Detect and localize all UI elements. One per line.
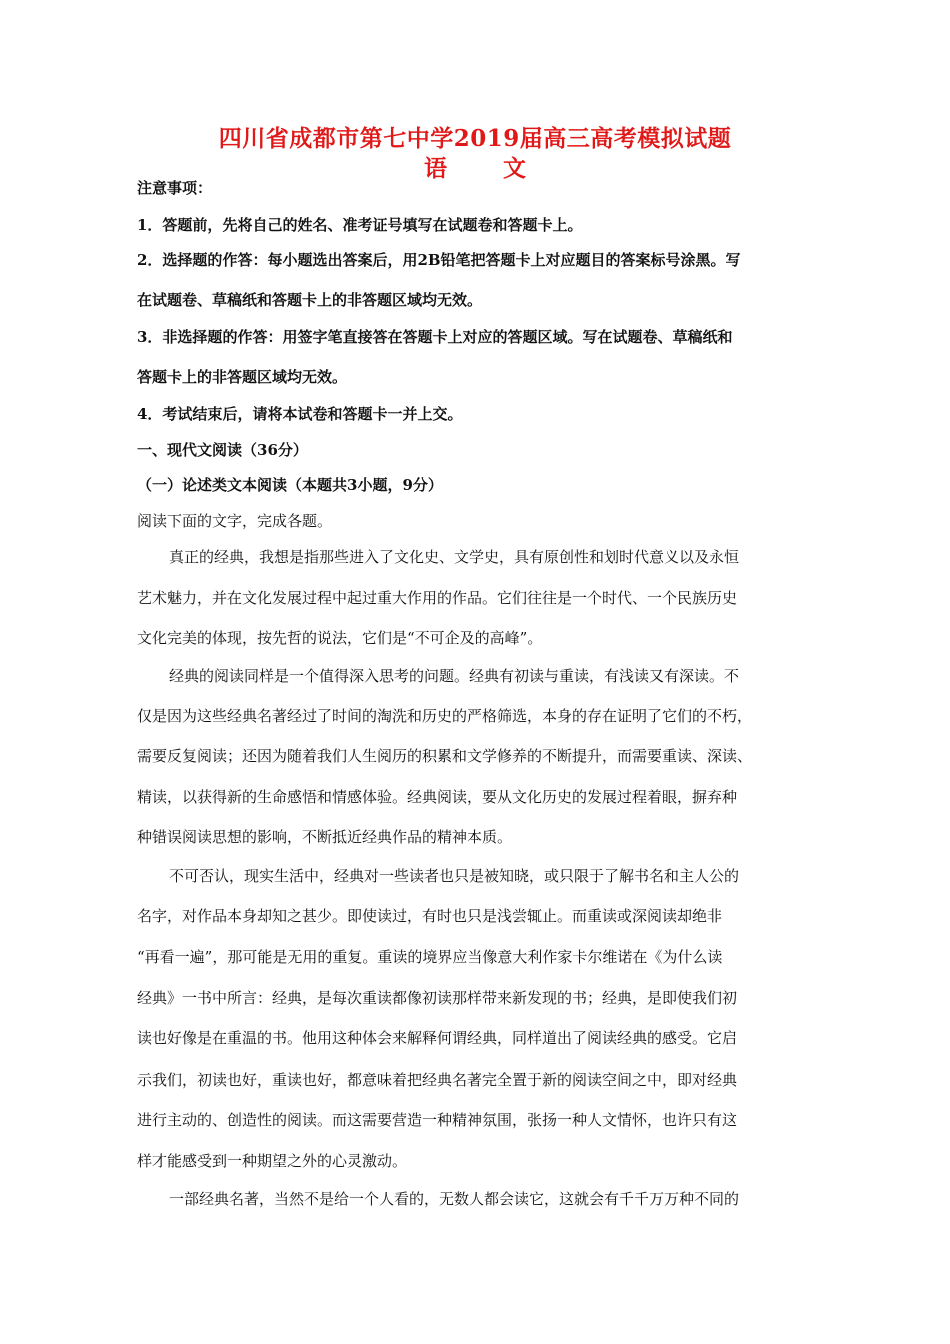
passage-line: 读也好像是在重温的书。他用这种体会来解释何谓经典，同样道出了阅读经典的感受。它启: [137, 1029, 738, 1047]
notice-item-2: 2．选择题的作答：每小题选出答案后，用2B铅笔把答题卡上对应题目的答案标号涂黑。写: [137, 251, 741, 269]
passage-line: 进行主动的、创造性的阅读。而这需要营造一种精神氛围，张扬一种人文情怀，也许只有这: [137, 1111, 738, 1129]
passage-line: 需要反复阅读；还因为随着我们人生阅历的积累和文学修养的不断提升，而需要重读、深读、: [137, 747, 753, 765]
passage-line: 经典的阅读同样是一个值得深入思考的问题。经典有初读与重读，有浅读又有深读。不: [169, 667, 740, 685]
passage-line: 不可否认，现实生活中，经典对一些读者也只是被知晓，或只限于了解书名和主人公的: [169, 867, 740, 885]
passage-line: 名字，对作品本身却知之甚少。即使读过，有时也只是浅尝辄止。而重读或深阅读却绝非: [137, 907, 723, 925]
notice-item-3: 3．非选择题的作答：用签字笔直接答在答题卡上对应的答题区域。写在试题卷、草稿纸和: [137, 328, 733, 346]
passage-line: 经典》一书中所言：经典，是每次重读都像初读那样带来新发现的书；经典，是即使我们初: [137, 989, 738, 1007]
notice-heading: 注意事项：: [137, 179, 213, 197]
exam-title: 四川省成都市第七中学2019届高三高考模拟试题: [218, 125, 732, 152]
section-heading: 一、现代文阅读（36分）: [137, 441, 308, 459]
passage-line: “再看一遍”，那可能是无用的重复。重读的境界应当像意大利作家卡尔维诺在《为什么读: [137, 948, 723, 966]
passage-line: 样才能感受到一种期望之外的心灵激动。: [137, 1152, 408, 1170]
exam-subject: 语 文: [423, 155, 550, 182]
notice-item-4: 4．考试结束后，请将本试卷和答题卡一并上交。: [137, 405, 463, 423]
passage-line: 真正的经典，我想是指那些进入了文化史、文学史，具有原创性和划时代意义以及永恒: [169, 548, 740, 566]
passage-line: 文化完美的体现，按先哲的说法，它们是“不可企及的高峰”。: [137, 629, 543, 647]
notice-item-1: 1．答题前，先将自己的姓名、准考证号填写在试题卷和答题卡上。: [137, 216, 583, 234]
passage-line: 种错误阅读思想的影响，不断抵近经典作品的精神本质。: [137, 828, 513, 846]
passage-line: 艺术魅力，并在文化发展过程中起过重大作用的作品。它们往往是一个时代、一个民族历史: [137, 589, 738, 607]
passage-line: 一部经典名著，当然不是给一个人看的，无数人都会读它，这就会有千千万万种不同的: [169, 1190, 740, 1208]
passage-line: 仅是因为这些经典名著经过了时间的淘洗和历史的严格筛选，本身的存在证明了它们的不朽，: [137, 707, 753, 725]
passage-line: 示我们，初读也好，重读也好，都意味着把经典名著完全置于新的阅读空间之中，即对经典: [137, 1071, 738, 1089]
passage-line: 精读，以获得新的生命感悟和情感体验。经典阅读，要从文化历史的发展过程着眼，摒弃种: [137, 788, 738, 806]
reading-instruction: 阅读下面的文字，完成各题。: [137, 512, 333, 530]
notice-item-2-cont: 在试题卷、草稿纸和答题卡上的非答题区域均无效。: [137, 291, 483, 309]
section-subheading: （一）论述类文本阅读（本题共3小题，9分）: [137, 476, 443, 494]
notice-item-3-cont: 答题卡上的非答题区域均无效。: [137, 368, 348, 386]
